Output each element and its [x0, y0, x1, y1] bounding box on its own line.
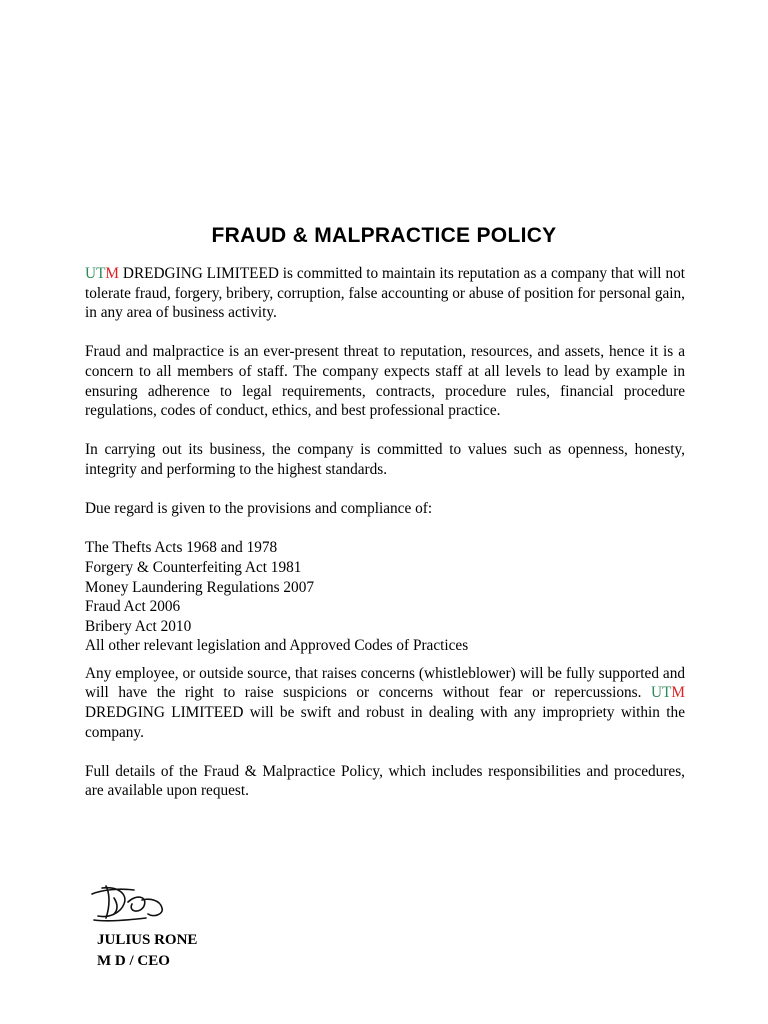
list-item: Money Laundering Regulations 2007 — [85, 578, 314, 596]
list-item: All other relevant legislation and Approved Codes of Practices — [85, 637, 469, 655]
page-title: FRAUD & MALPRACTICE POLICY — [211, 224, 557, 247]
signer-name: JULIUS RONE — [97, 932, 198, 948]
list-item: The Thefts Acts 1968 and 1978 — [85, 539, 278, 557]
paragraph-values: In carrying out its business, the company is committed to values such as openness, honesty, integrity and performing to the highest standards. — [85, 441, 685, 478]
list-item: Fraud Act 2006 — [85, 598, 181, 616]
company-name: UTM DREDGING LIMITEED — [85, 265, 279, 282]
paragraph-whistleblower: Any employee, or outside source, that raises concerns (whistleblower) will be fully supported and will have the right to raise suspicions or concerns without fear or repercussions. UTM DREDGING LIMITEED will be swift and robust in dealing with any impropriety within the company. — [85, 664, 685, 741]
paragraph-due-regard: Due regard is given to the provisions and compliance of: — [85, 500, 433, 518]
list-item: Bribery Act 2010 — [85, 617, 192, 635]
paragraph-threat: Fraud and malpractice is an ever-present threat to reputation, resources, and assets, hence it is a concern to all members of staff. The company expects staff at all levels to lead by example in ensuring adherence to legal requirements, contracts, procedure rules, financial procedure regulations, codes of conduct, ethics, and best professional practice. — [85, 343, 685, 420]
legislation-list — [85, 538, 685, 656]
signature-image — [88, 880, 168, 924]
paragraph-commitment: UTM DREDGING LIMITEED is committed to maintain its reputation as a company that will not tolerate fraud, forgery, bribery, corruption, false accounting or abuse of position for personal gain, in any area of business activity. — [85, 265, 685, 322]
list-item: Forgery & Counterfeiting Act 1981 — [85, 558, 302, 576]
signature-block — [97, 930, 197, 972]
company-name: UTM DREDGING LIMITEED — [85, 684, 685, 722]
signer-title: M D / CEO — [97, 953, 170, 969]
paragraph-details: Full details of the Fraud & Malpractice Policy, which includes responsibilities and procedures, are available upon request. — [85, 762, 685, 800]
policy-body — [85, 264, 685, 801]
